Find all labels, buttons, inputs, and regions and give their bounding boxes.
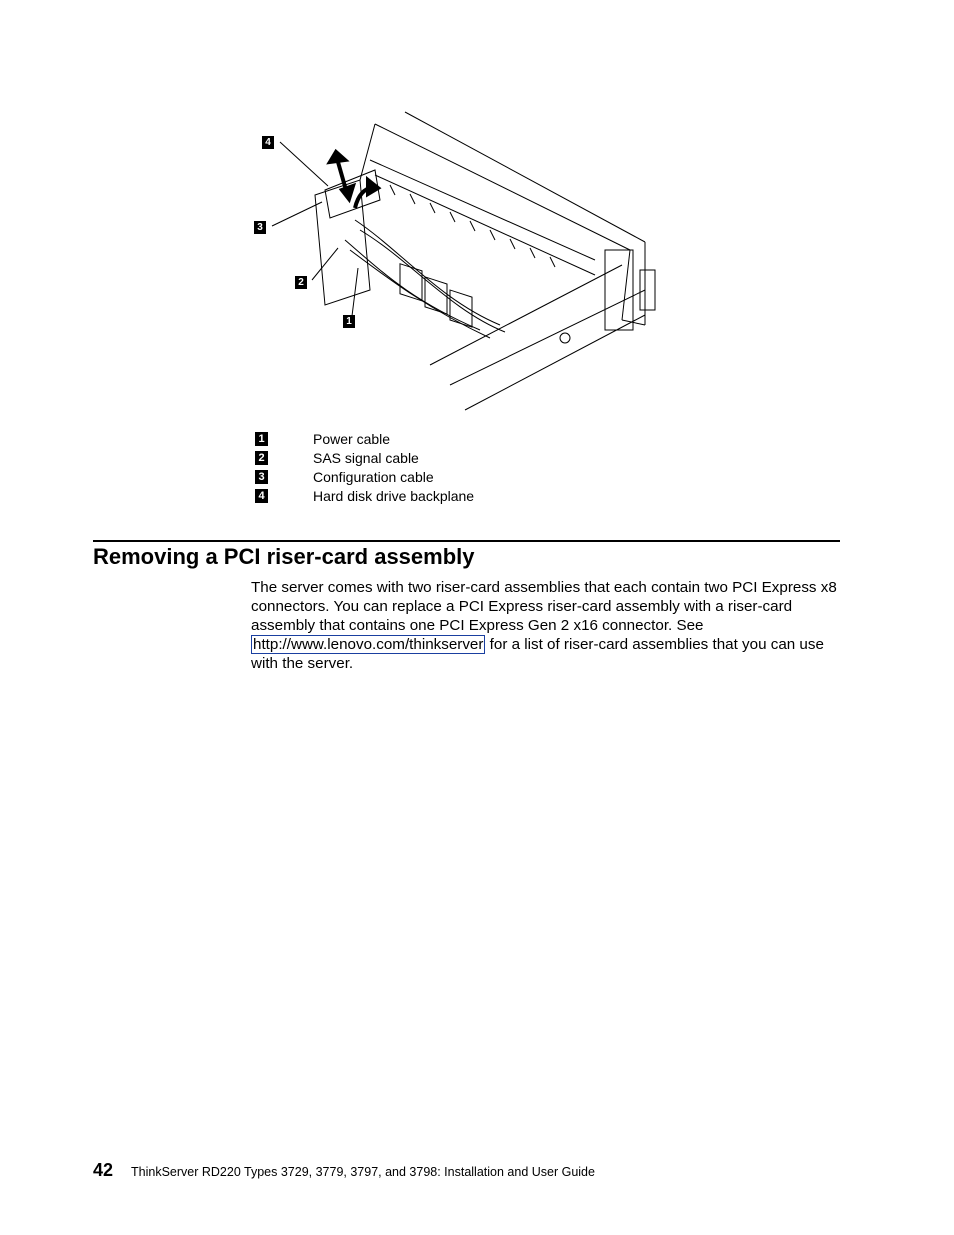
callout-1: 1	[343, 315, 355, 328]
section-title: Removing a PCI riser-card assembly	[93, 544, 475, 569]
lenovo-thinkserver-link[interactable]: http://www.lenovo.com/thinkserver	[253, 636, 484, 653]
server-illustration	[250, 100, 670, 420]
paragraph-text-end: for a list of riser-card assemblies that you can use with the server.	[251, 636, 824, 672]
section-rule	[93, 540, 840, 542]
page-number: 42	[93, 1160, 114, 1180]
paragraph-text-start: The server comes with two riser-card assemblies that each contain two PCI Express x8 connectors. You can replace a PCI Express riser-card assembly with a riser-card assembly that contains one PCI Express Gen 2 x16 connector. See	[251, 579, 837, 634]
callout-3: 3	[254, 221, 266, 234]
legend-number: 4	[255, 489, 268, 503]
legend-label: Configuration cable	[313, 469, 434, 485]
server-drawing	[250, 100, 670, 420]
callout-4: 4	[262, 136, 274, 149]
callout-2: 2	[295, 276, 307, 289]
legend-label: Power cable	[313, 431, 391, 447]
legend-label: SAS signal cable	[313, 450, 419, 466]
section-paragraph	[251, 578, 841, 673]
legend-label: Hard disk drive backplane	[313, 488, 475, 504]
legend-number: 3	[255, 470, 268, 484]
footer-title: ThinkServer RD220 Types 3729, 3779, 3797, and 3798: Installation and User Guide	[131, 1165, 595, 1179]
legend-number: 1	[255, 432, 268, 446]
legend-number: 2	[255, 451, 268, 465]
